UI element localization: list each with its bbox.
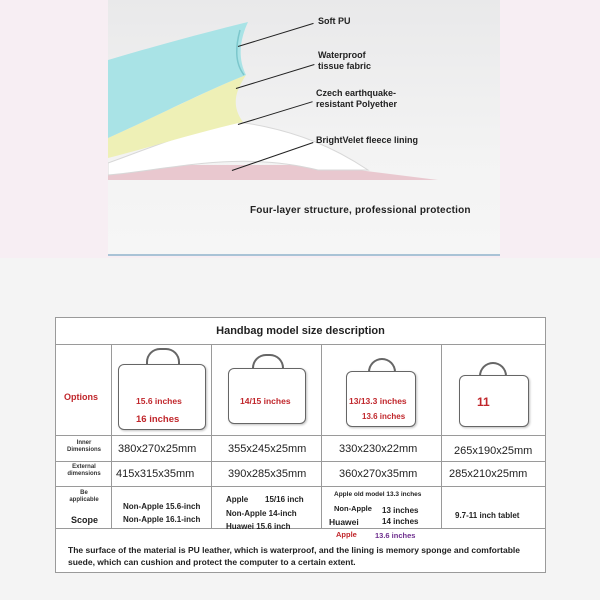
col-divider-3 [321, 344, 322, 528]
model-3-external: 360x270x35mm [339, 468, 418, 480]
model-1-scope-1: Non-Apple 15.6-inch [123, 502, 201, 511]
model-2-scope-2: Non-Apple 14-inch [226, 509, 297, 518]
model-2-size-1: 14/15 inches [240, 396, 291, 406]
model-2-scope-1: Apple [226, 495, 249, 504]
row-divider-2 [56, 461, 545, 462]
model-4-size-1: 11 [477, 395, 490, 409]
model-4-scope-1: 9.7-11 inch tablet [455, 511, 520, 520]
col-divider-4 [441, 344, 442, 528]
scope-label-line-2: applicable [69, 497, 99, 503]
layers-caption: Four-layer structure, professional protection [250, 205, 471, 216]
material-note: The surface of the material is PU leather, which is waterproof, and the lining is memory sponge and comfortable suede, which can cushion and protect the computer to a certain extent. [68, 545, 521, 567]
table-title: Handbag model size description [56, 318, 545, 345]
model-3-scope-4: Apple [336, 530, 357, 539]
model-1-inner: 380x270x25mm [118, 443, 197, 455]
label-soft-pu: Soft PU [318, 16, 351, 26]
model-1-size-2: 16 inches [136, 414, 180, 425]
scope-label [60, 490, 108, 504]
model-3-scope-2: Non-Apple [334, 504, 372, 513]
model-2-external: 390x285x35mm [228, 468, 307, 480]
row-divider-4 [56, 528, 545, 529]
inner-label-line-2: Dimensions [66, 447, 101, 453]
model-4-inner: 265x190x25mm [454, 445, 533, 457]
model-2-scope-1b: 15/16 inch [265, 495, 304, 504]
model-3-size-1: 13/13.3 inches [349, 396, 407, 406]
model-3-scope-3b: 14 inches [382, 517, 419, 526]
model-2-inner: 355x245x25mm [228, 443, 307, 455]
col-divider-1 [111, 344, 112, 528]
model-1-size-1: 15.6 inches [136, 396, 182, 406]
label-waterproof [318, 50, 371, 72]
model-3-scope-2b: 13 inches [382, 506, 419, 515]
model-4-external: 285x210x25mm [449, 468, 528, 480]
label-czech-line-2: resistant Polyether [316, 99, 398, 109]
bag-icon-model-4 [459, 362, 531, 428]
col-divider-2 [211, 344, 212, 528]
model-3-scope-3: Huawei [329, 517, 359, 527]
scope-label-line-1: Be [80, 490, 88, 496]
model-3-scope-4b: 13.6 inches [375, 531, 416, 540]
bag-body [459, 375, 529, 427]
model-3-size-2: 13.6 inches [362, 412, 406, 421]
bag-icon-model-2 [228, 354, 308, 424]
model-2-scope-3: Huawei 15.6 inch [226, 522, 291, 531]
options-label: Options [64, 392, 98, 402]
model-3-inner: 330x230x22mm [339, 443, 418, 455]
row-divider-3 [56, 486, 545, 487]
label-fleece: BrightVelet fleece lining [316, 135, 419, 145]
inner-label-line-1: Inner [76, 440, 92, 446]
label-czech [316, 88, 397, 110]
material-layers-panel [108, 0, 500, 256]
row-divider-1 [56, 435, 545, 436]
label-waterproof-line-2: tissue fabric [318, 61, 372, 71]
model-1-scope-2: Non-Apple 16.1-inch [123, 515, 201, 524]
scope-label-main: Scope [71, 515, 99, 525]
model-1-external: 415x315x35mm [116, 468, 195, 480]
external-label-line-2: dimensions [67, 471, 101, 477]
external-label-line-1: External [72, 464, 96, 470]
external-dimensions-label [60, 464, 108, 478]
inner-dimensions-label [60, 440, 108, 454]
label-czech-line-1: Czech earthquake- [316, 88, 397, 98]
label-waterproof-line-1: Waterproof [318, 50, 366, 60]
size-table [55, 317, 546, 573]
model-3-scope-1: Apple old model 13.3 inches [334, 491, 422, 498]
